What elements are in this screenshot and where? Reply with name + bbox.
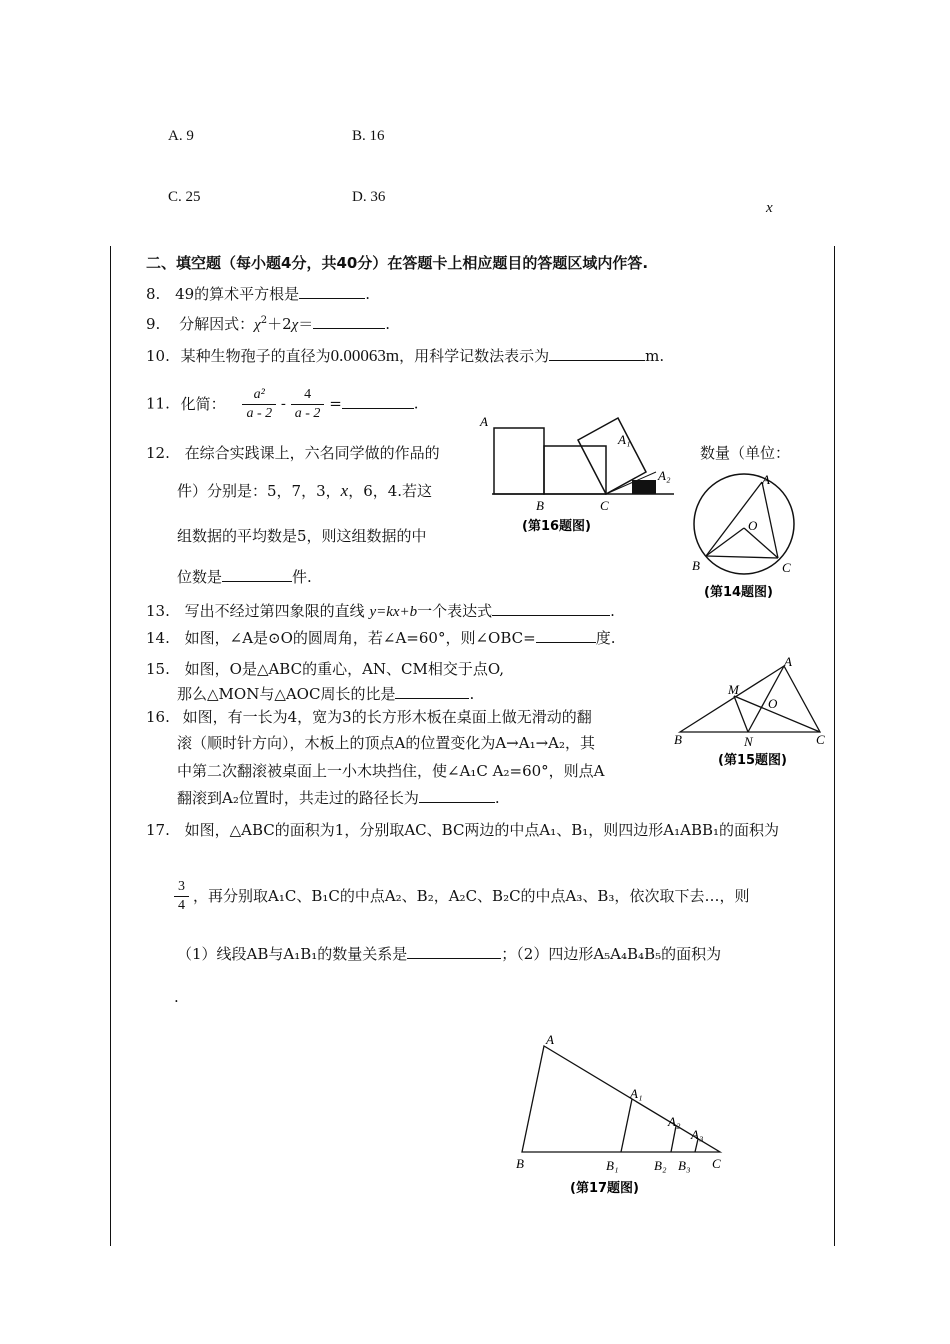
- q17-text-3b: ；（2）四边形A₅A₄B₄B₅的面积为: [501, 945, 722, 963]
- q13-blank: [492, 601, 610, 616]
- q16-number: 16.: [146, 708, 170, 726]
- q11-text: 化简：: [180, 394, 226, 413]
- q15-end: .: [469, 685, 475, 703]
- fig15-label-n: N: [744, 734, 753, 749]
- fig15-label-o: O: [768, 696, 778, 711]
- stray-variable: x: [766, 200, 773, 216]
- q11-f1-numerator: a²: [253, 387, 265, 402]
- fig17-label-a: A: [546, 1032, 554, 1047]
- fig17-label-b3: B₃: [678, 1158, 691, 1173]
- q11-f1-denominator: a - 2: [246, 406, 273, 421]
- figure-16: [478, 410, 678, 540]
- fig15-label-m: M: [728, 682, 739, 697]
- fig17-caption: (第17题图): [570, 1181, 639, 1196]
- q14-text: 如图，∠A是⊙O的圆周角，若∠A=60°，则∠OBC=: [184, 629, 536, 647]
- q17-text-4: .: [174, 988, 179, 1006]
- question-10: [146, 345, 664, 367]
- q9-var2: χ: [291, 317, 299, 333]
- q14-blank: [536, 628, 596, 643]
- fig16-label-b: B: [536, 498, 544, 513]
- q11-eq: =: [329, 394, 342, 413]
- q11-f2-denominator: a - 2: [294, 406, 321, 421]
- q17-blank-1: [407, 944, 501, 959]
- q11-end: .: [413, 394, 419, 413]
- right-border: [834, 246, 835, 1246]
- q11-fraction-2: [291, 386, 325, 423]
- fig17-label-b1: B₁: [606, 1158, 619, 1173]
- q15-text-2: 那么△MON与△AOC周长的比是: [177, 685, 396, 703]
- q12-text-3: 组数据的平均数是5，则这组数据的中: [177, 527, 427, 545]
- fig16-label-a1: A₁: [618, 432, 631, 447]
- q13-text: 写出不经过第四象限的直线: [184, 602, 365, 620]
- q17-fraction: [174, 878, 189, 915]
- q16-end: .: [494, 789, 500, 807]
- q13-formula: y=kx+b: [369, 604, 418, 620]
- option-d: D. 36: [352, 189, 386, 205]
- question-9: [146, 310, 390, 336]
- q12-text-4b: 件.: [292, 568, 312, 586]
- q13-number: 13.: [146, 602, 170, 620]
- option-a: A. 9: [168, 128, 194, 144]
- q10-unit: m.: [645, 347, 665, 365]
- q12-var-x: x: [340, 481, 349, 500]
- q14-number: 14.: [146, 629, 170, 647]
- question-17-line-3: [177, 943, 721, 965]
- q16-text-3: 中第二次翻滚被桌面上一小木块挡住，使∠A₁C A₂=60°，则点A: [177, 762, 605, 780]
- q9-end: .: [385, 315, 391, 333]
- q9-text: 分解因式：: [179, 315, 255, 333]
- fig16-label-a: A: [480, 414, 488, 429]
- fig14-label-c: C: [782, 560, 791, 575]
- q16-text-4: 翻滚到A₂位置时，共走过的路径长为: [177, 789, 419, 807]
- q8-blank: [299, 284, 365, 299]
- q12-text-2: 件）分别是：5，7，3，: [177, 482, 341, 500]
- q9-eq: ＝: [298, 315, 314, 333]
- q8-text: 49的算术平方根是: [175, 285, 300, 303]
- q11-blank: [342, 394, 414, 409]
- q13-end: .: [610, 602, 615, 620]
- q11-fraction-1: [242, 386, 276, 423]
- q9-mid: ＋2: [267, 315, 292, 333]
- q14-end: 度.: [595, 629, 616, 647]
- q12-line-4: [177, 566, 312, 588]
- q11-minus: -: [280, 394, 286, 413]
- q16-blank: [419, 788, 495, 803]
- fig17-label-a1: A₁: [630, 1086, 643, 1101]
- option-b: B. 16: [352, 128, 385, 144]
- q12-text-1b: 数量（单位：: [700, 444, 791, 462]
- fig15-label-c: C: [816, 732, 825, 747]
- fig16-caption: (第16题图): [522, 519, 591, 534]
- fig16-label-c: C: [600, 498, 609, 513]
- q8-number: 8.: [146, 285, 161, 303]
- question-15-line-1: [146, 658, 504, 680]
- q10-text: 某种生物孢子的直径为: [180, 347, 331, 365]
- q15-number: 15.: [146, 660, 170, 678]
- fig14-label-o: O: [748, 518, 758, 533]
- fig14-caption: (第14题图): [704, 585, 773, 600]
- q15-text-1: 如图，O是△ABC的重心，AN、CM相交于点O,: [184, 660, 505, 678]
- q12-number: 12.: [146, 444, 170, 462]
- fig17-label-c: C: [712, 1156, 721, 1171]
- q17-number: 17.: [146, 821, 170, 839]
- question-11: [146, 386, 419, 423]
- fig14-label-a: A: [762, 472, 770, 487]
- q17-text-2: ，再分别取A₁C、B₁C的中点A₂、B₂，A₂C、B₂C的中点A₃、B₃，依次取下去…，则: [193, 886, 750, 905]
- figure-17: [508, 1028, 738, 1198]
- question-17-line-2: [174, 878, 749, 915]
- q11-f2-numerator: 4: [291, 386, 325, 405]
- q15-blank: [395, 684, 469, 699]
- q17-denominator: 4: [178, 898, 185, 913]
- fig17-label-b: B: [516, 1156, 524, 1171]
- question-14: [146, 627, 615, 649]
- fig17-label-a3: A₃: [691, 1127, 704, 1142]
- q17-text-1: 如图，△ABC的面积为1，分别取AC、BC两边的中点A₁、B₁，则四边形A₁ABB₁的面积为: [184, 821, 780, 839]
- q12-line-1: [146, 442, 440, 464]
- q12-text-1: 在综合实践课上，六名同学做的作品的: [184, 444, 440, 462]
- q16-text-2: 滚（顺时针方向），木板上的顶点A的位置变化为A→A₁→A₂，其: [177, 734, 595, 752]
- fig15-caption: (第15题图): [718, 753, 787, 768]
- q10-mid: ，用科学记数法表示为: [399, 347, 550, 365]
- question-13: [146, 600, 615, 623]
- q17-numerator: 3: [174, 878, 189, 897]
- section-title: 二、填空题（每小题4分，共40分）在答题卡上相应题目的答题区域内作答.: [146, 254, 649, 272]
- fig17-label-a2: A₂: [668, 1114, 681, 1129]
- q12-line-2: [177, 480, 432, 502]
- q10-value: 0.00063m: [330, 346, 400, 365]
- q9-number: 9.: [146, 315, 161, 333]
- q9-blank: [313, 314, 385, 329]
- fig17-label-b2: B₂: [654, 1158, 667, 1173]
- question-17-line-1: [146, 819, 779, 841]
- q16-text-1: 如图，有一长为4，宽为3的长方形木板在桌面上做无滑动的翻: [182, 708, 592, 726]
- q9-exponent: 2: [260, 315, 268, 326]
- q9-var1: χ: [254, 317, 261, 333]
- q8-end: .: [365, 285, 370, 303]
- fig15-label-b: B: [674, 732, 682, 747]
- fig16-label-a2: A₂: [658, 468, 671, 483]
- q12-text-4: 位数是: [177, 568, 223, 586]
- question-16-line-4: [177, 787, 500, 809]
- q12-blank: [222, 567, 292, 582]
- option-c: C. 25: [168, 189, 201, 205]
- question-16-line-1: [146, 706, 592, 728]
- question-15-line-2: [177, 683, 474, 705]
- q17-text-3a: （1）线段AB与A₁B₁的数量关系是: [177, 945, 408, 963]
- left-border: [110, 246, 111, 1246]
- figure-14: [690, 470, 800, 600]
- q13-post: 一个表达式: [417, 602, 493, 620]
- fig14-label-b: B: [692, 558, 700, 573]
- q12-text-2b: ，6，4.若这: [348, 482, 433, 500]
- question-8: [146, 283, 370, 305]
- q10-blank: [549, 346, 645, 361]
- q10-number: 10.: [146, 347, 170, 365]
- figure-15: [672, 656, 832, 770]
- fig15-label-a: A: [784, 656, 792, 669]
- q11-number: 11.: [146, 394, 170, 413]
